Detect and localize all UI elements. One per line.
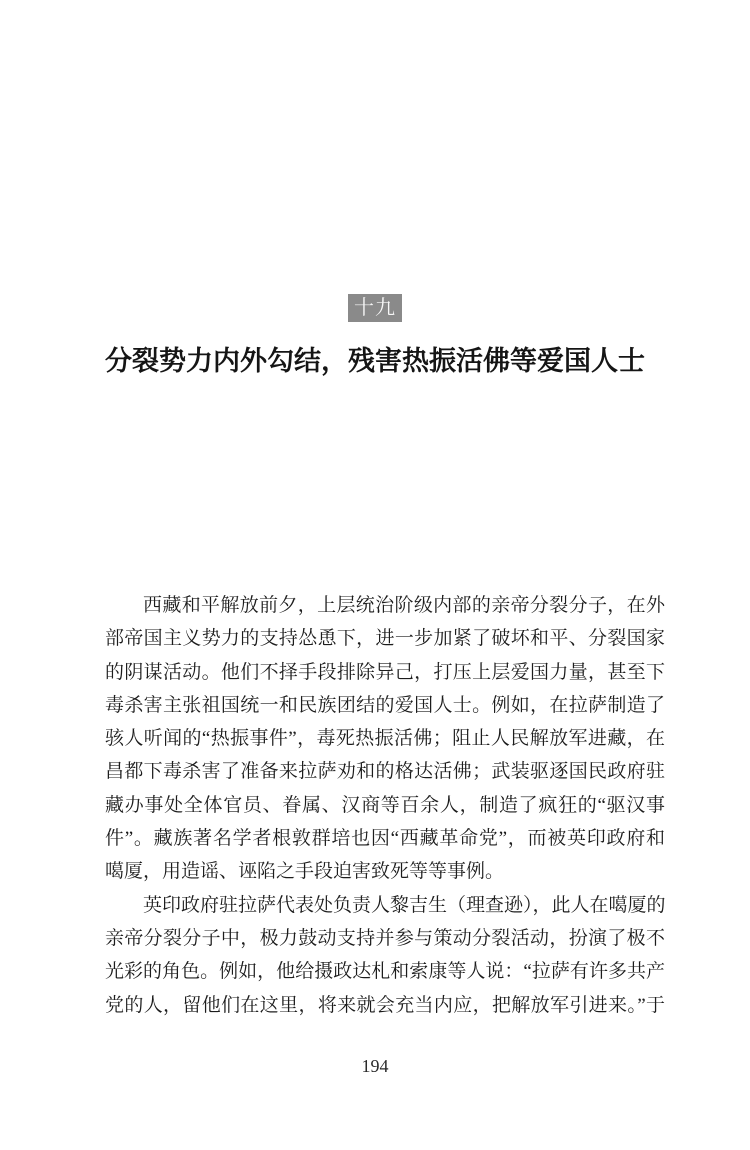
text-line: 光彩的角色。例如，他给摄政达札和索康等人说：“拉萨有许多共产 bbox=[105, 961, 665, 983]
text-line: 的阴谋活动。他们不择手段排除异己，打压上层爱国力量，甚至下 bbox=[105, 661, 665, 683]
paragraph-2 bbox=[105, 889, 665, 1022]
text-line: 亲帝分裂分子中，极力鼓动支持并参与策动分裂活动，扮演了极不 bbox=[105, 927, 665, 949]
text-line: 昌都下毒杀害了准备来拉萨劝和的格达活佛；武装驱逐国民政府驻 bbox=[105, 761, 665, 783]
body-text bbox=[105, 589, 665, 1022]
text-line: 噶厦，用造谣、诬陷之手段迫害致死等等事例。 bbox=[105, 861, 505, 883]
text-line: 件”。藏族著名学者根敦群培也因“西藏革命党”，而被英印政府和 bbox=[105, 828, 665, 850]
text-line: 部帝国主义势力的支持怂恿下，进一步加紧了破坏和平、分裂国家 bbox=[105, 628, 665, 650]
chapter-number-badge: 十九 bbox=[348, 294, 402, 322]
chapter-title: 分裂势力内外勾结，残害热振活佛等爱国人士 bbox=[105, 346, 645, 376]
paragraph-1 bbox=[105, 589, 665, 889]
text-line: 藏办事处全体官员、眷属、汉商等百余人，制造了疯狂的“驱汉事 bbox=[105, 794, 665, 816]
text-line: 党的人，留他们在这里，将来就会充当内应，把解放军引进来。”于 bbox=[105, 994, 665, 1016]
page-number: 194 bbox=[361, 1056, 389, 1076]
text-line: 英印政府驻拉萨代表处负责人黎吉生（理查逊），此人在噶厦的 bbox=[143, 894, 666, 916]
text-line: 毒杀害主张祖国统一和民族团结的爱国人士。例如，在拉萨制造了 bbox=[105, 694, 665, 716]
text-line: 骇人听闻的“热振事件”，毒死热振活佛；阻止人民解放军进藏，在 bbox=[105, 728, 665, 750]
text-line: 西藏和平解放前夕，上层统治阶级内部的亲帝分裂分子，在外 bbox=[143, 595, 665, 616]
